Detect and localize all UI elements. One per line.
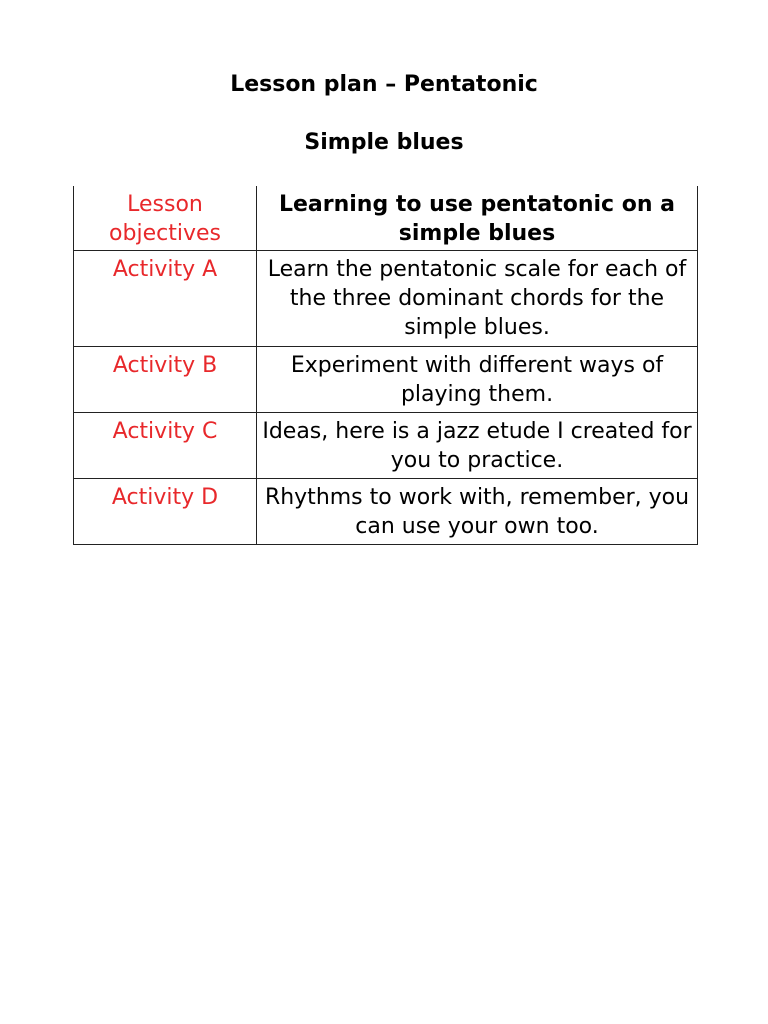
lesson-objectives-label: Lesson objectives — [74, 186, 257, 251]
table-row-activity-a — [74, 251, 698, 347]
document-title: Lesson plan – Pentatonic — [230, 72, 538, 97]
activity-d-label: Activity D — [74, 479, 257, 545]
document-subtitle: Simple blues — [304, 130, 464, 155]
lesson-objectives-text: Learning to use pentatonic on a simple blues — [257, 186, 698, 251]
activity-c-description: Ideas, here is a jazz etude I created for you to practice. — [257, 413, 698, 479]
lesson-plan-table — [73, 186, 698, 545]
activity-b-label: Activity B — [74, 347, 257, 413]
activity-b-description: Experiment with different ways of playing them. — [257, 347, 698, 413]
table-header-row — [74, 186, 698, 251]
activity-c-label: Activity C — [74, 413, 257, 479]
activity-a-label: Activity A — [74, 251, 257, 347]
table-row-activity-d — [74, 479, 698, 545]
table-row-activity-b — [74, 347, 698, 413]
activity-d-description: Rhythms to work with, remember, you can use your own too. — [257, 479, 698, 545]
activity-a-description: Learn the pentatonic scale for each of the three dominant chords for the simple blues. — [257, 251, 698, 347]
table-row-activity-c — [74, 413, 698, 479]
